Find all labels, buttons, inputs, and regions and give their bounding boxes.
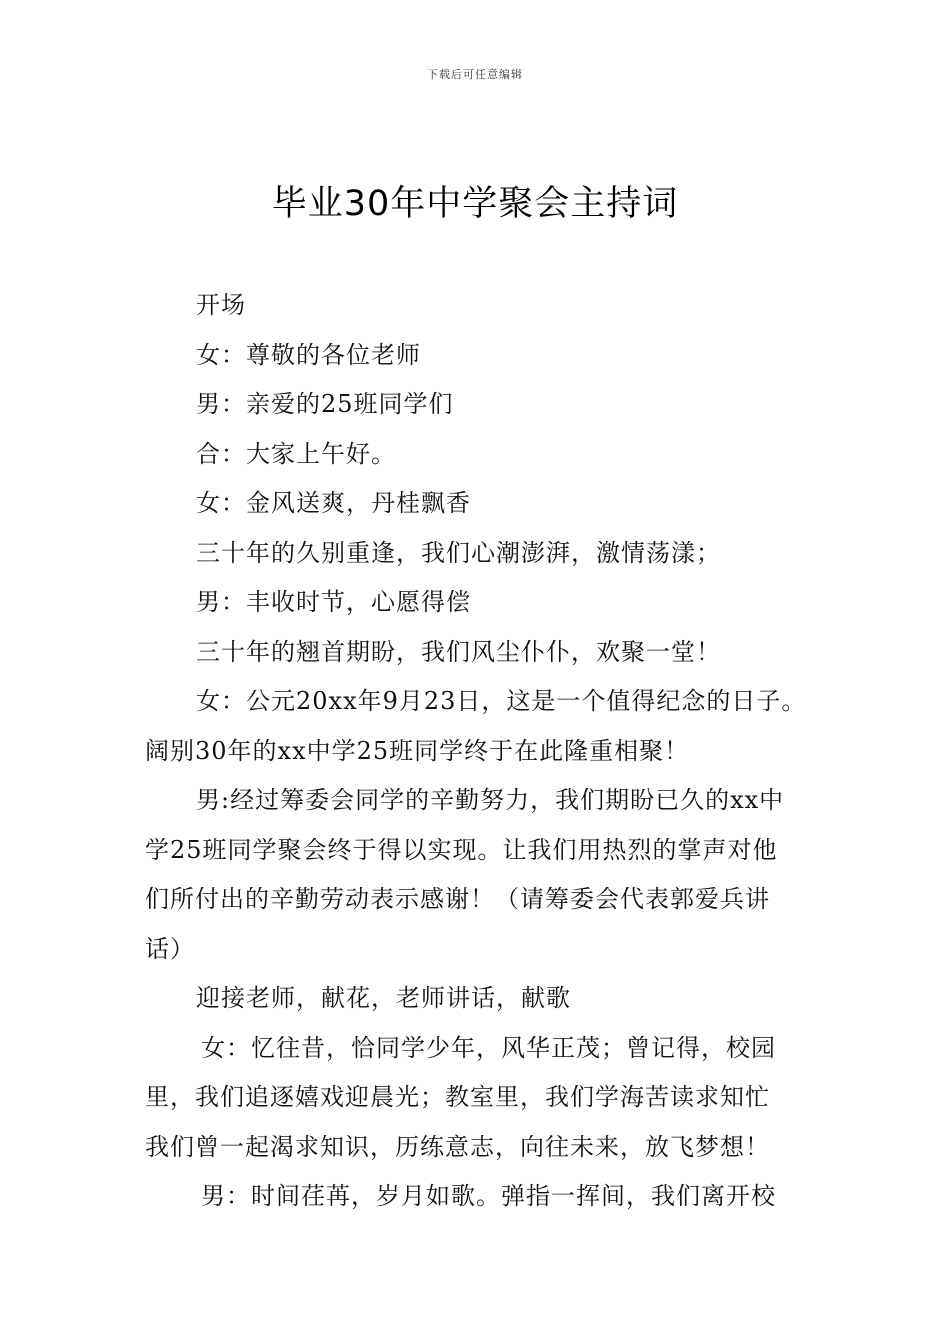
text-line: 男:经过筹委会同学的辛勤努力，我们期盼已久的xx中 [196, 786, 785, 814]
text-line: 们所付出的辛勤劳动表示感谢！（请筹委会代表郭爱兵讲 [145, 885, 770, 913]
text-line: 男：亲爱的25班同学们 [196, 390, 454, 418]
text-line: 女：公元20xx年9月23日，这是一个值得纪念的日子。 [196, 687, 807, 715]
text-line: 里，我们追逐嬉戏迎晨光；教室里，我们学海苦读求知忙 [145, 1083, 770, 1111]
header-note: 下载后可任意编辑 [427, 68, 523, 81]
document-title: 毕业30年中学聚会主持词 [271, 184, 679, 224]
section-heading-opening: 开场 [196, 291, 246, 319]
text-line: 阔别30年的xx中学25班同学终于在此隆重相聚！ [145, 736, 690, 765]
text-line: 迎接老师，献花，老师讲话，献歌 [196, 984, 571, 1012]
document-body [145, 281, 810, 1222]
text-line: 三十年的久别重逢，我们心潮澎湃，激情荡漾； [196, 538, 721, 567]
text-line: 三十年的翘首期盼，我们风尘仆仆，欢聚一堂！ [196, 637, 721, 666]
text-line: 女：忆往昔，恰同学少年，风华正茂；曾记得，校园 [201, 1033, 776, 1062]
text-line: 话） [145, 934, 195, 963]
text-line: 合：大家上午好。 [196, 439, 396, 468]
text-line: 女：金风送爽，丹桂飘香 [196, 489, 471, 517]
text-line: 女：尊敬的各位老师 [196, 340, 421, 369]
text-line: 男：丰收时节，心愿得偿 [196, 588, 471, 616]
text-line: 学25班同学聚会终于得以实现。让我们用热烈的掌声对他 [145, 835, 778, 864]
text-line: 我们曾一起渴求知识，历练意志，向往未来，放飞梦想！ [145, 1132, 770, 1161]
text-line: 男：时间荏苒，岁月如歌。弹指一挥间，我们离开校 [201, 1182, 776, 1210]
